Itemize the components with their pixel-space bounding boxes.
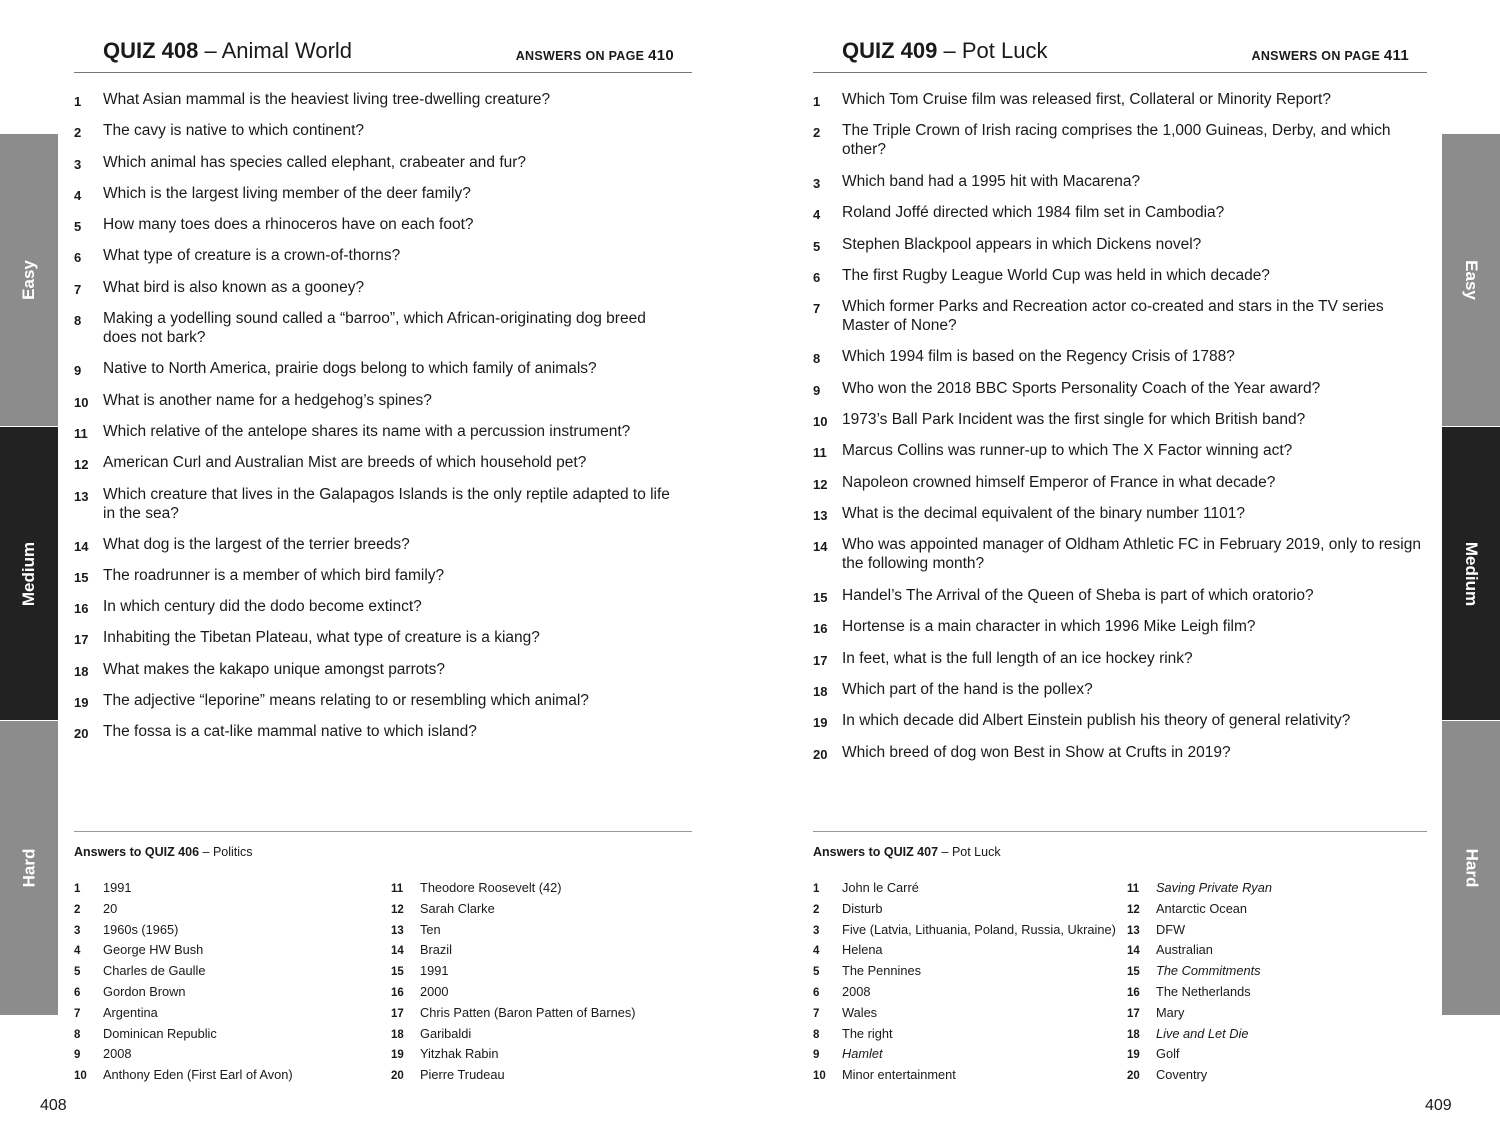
- answer-item: [74, 984, 293, 1005]
- question-number: 17: [813, 653, 828, 668]
- question-text: What makes the kakapo unique amongst parrots?: [103, 661, 446, 678]
- answer-number: 13: [391, 924, 404, 937]
- answer-item: [813, 1005, 1116, 1026]
- quiz-header: [813, 38, 1427, 73]
- question-number: 5: [74, 219, 82, 234]
- question-text: What is the decimal equivalent of the binary number 1101?: [842, 505, 1245, 522]
- quiz-number: QUIZ 408: [103, 38, 199, 63]
- answer-number: 16: [1127, 986, 1140, 999]
- question-text: Who won the 2018 BBC Sports Personality Coach of the Year award?: [842, 380, 1321, 397]
- question-text: The roadrunner is a member of which bird family?: [103, 567, 445, 584]
- question-number: 3: [813, 176, 821, 191]
- question-item: [74, 359, 683, 378]
- answer-number: 8: [74, 1028, 81, 1041]
- answer-number: 12: [1127, 903, 1140, 916]
- answer-item: [813, 1067, 1116, 1088]
- question-item: [74, 422, 683, 441]
- question-text: Which 1994 film is based on the Regency Crisis of 1788?: [842, 348, 1235, 365]
- answer-text: Antarctic Ocean: [1156, 900, 1248, 916]
- question-text: Which band had a 1995 hit with Macarena?: [842, 173, 1141, 190]
- answer-item: [391, 942, 636, 963]
- tab-medium-label: Medium: [19, 541, 39, 606]
- answer-number: 19: [1127, 1049, 1140, 1062]
- question-item: [74, 121, 683, 140]
- answers-title-topic: – Pot Luck: [938, 845, 1001, 859]
- answer-text: DFW: [1156, 921, 1186, 937]
- answer-number: 10: [813, 1070, 826, 1083]
- answer-number: 1: [74, 883, 81, 895]
- quiz-title: [103, 38, 352, 64]
- question-item: [74, 246, 683, 265]
- answer-number: 2: [74, 903, 81, 916]
- answer-text: Sarah Clarke: [420, 900, 495, 916]
- question-number: 9: [74, 363, 82, 378]
- question-number: 13: [74, 489, 89, 504]
- question-text: Hortense is a main character in which 1996 Mike Leigh film?: [842, 618, 1256, 635]
- answer-text: The right: [842, 1025, 893, 1041]
- right-page: [750, 0, 1500, 1148]
- question-item: [813, 711, 1422, 730]
- answer-item: [1127, 963, 1272, 984]
- question-number: 4: [813, 207, 821, 222]
- question-item: [74, 722, 683, 741]
- answer-item: [813, 880, 1116, 901]
- question-text: The fossa is a cat-like mammal native to which island?: [103, 723, 477, 740]
- answers-divider: [74, 831, 692, 832]
- answer-item: [74, 901, 293, 922]
- answer-item: [1127, 1005, 1272, 1026]
- answer-number: 19: [391, 1049, 404, 1062]
- answer-item: [391, 880, 636, 901]
- question-number: 19: [813, 715, 828, 730]
- answer-number: 16: [391, 986, 404, 999]
- question-text: Roland Joffé directed which 1984 film set in Cambodia?: [842, 204, 1225, 221]
- question-item: [813, 473, 1422, 492]
- answer-item: [1127, 1026, 1272, 1047]
- answer-number: 6: [74, 986, 81, 999]
- question-number: 16: [813, 621, 828, 636]
- answer-item: [1127, 984, 1272, 1005]
- answers-on-page: [1252, 47, 1409, 64]
- question-text: The first Rugby League World Cup was held in which decade?: [842, 267, 1270, 284]
- answer-item: [74, 963, 293, 984]
- answer-text: Anthony Eden (First Earl of Avon): [103, 1067, 293, 1083]
- answer-number: 3: [74, 924, 81, 937]
- answer-text: Live and Let Die: [1156, 1025, 1249, 1041]
- question-number: 4: [74, 188, 82, 203]
- question-text: In which century did the dodo become extinct?: [103, 598, 422, 615]
- answer-number: 20: [1127, 1070, 1140, 1083]
- quiz-header: [74, 38, 692, 73]
- question-item: [813, 297, 1422, 335]
- question-item: [74, 535, 683, 554]
- question-number: 12: [813, 477, 828, 492]
- answer-text: Golf: [1156, 1046, 1180, 1062]
- answer-item: [1127, 922, 1272, 943]
- answers-title: [74, 845, 253, 859]
- answers-on-label: ANSWERS ON PAGE: [1251, 49, 1384, 63]
- question-number: 14: [74, 539, 89, 554]
- question-item: [813, 504, 1422, 523]
- answer-item: [1127, 1046, 1272, 1067]
- answer-number: 10: [74, 1070, 87, 1083]
- answer-item: [391, 1026, 636, 1047]
- question-item: [813, 266, 1422, 285]
- question-number: 20: [813, 747, 828, 762]
- question-text: 1973’s Ball Park Incident was the first single for which British band?: [842, 411, 1306, 428]
- question-number: 17: [74, 632, 89, 647]
- answer-item: [813, 1046, 1116, 1067]
- answer-text: Hamlet: [842, 1046, 883, 1062]
- question-number: 3: [74, 157, 82, 172]
- question-number: 7: [74, 282, 82, 297]
- question-number: 13: [813, 508, 828, 523]
- question-number: 8: [74, 313, 82, 328]
- answer-item: [1127, 901, 1272, 922]
- question-number: 8: [813, 351, 821, 366]
- question-text: Stephen Blackpool appears in which Dickens novel?: [842, 236, 1202, 253]
- question-item: [813, 347, 1422, 366]
- answer-text: Charles de Gaulle: [103, 963, 206, 979]
- question-number: 16: [74, 601, 89, 616]
- answer-item: [391, 1005, 636, 1026]
- answer-item: [1127, 1067, 1272, 1088]
- question-number: 2: [813, 125, 821, 140]
- question-item: [813, 410, 1422, 429]
- answer-item: [391, 984, 636, 1005]
- question-number: 14: [813, 539, 828, 554]
- question-item: [74, 566, 683, 585]
- quiz-topic: Animal World: [221, 38, 353, 63]
- answer-number: 9: [813, 1049, 820, 1062]
- question-text: How many toes does a rhinoceros have on each foot?: [103, 216, 474, 233]
- question-text: Inhabiting the Tibetan Plateau, what type of creature is a kiang?: [103, 629, 540, 646]
- question-number: 15: [813, 590, 828, 605]
- answers-title-bold: Answers to QUIZ 406: [74, 845, 200, 859]
- answer-text: Theodore Roosevelt (42): [420, 880, 562, 895]
- page-number: 408: [40, 1097, 67, 1114]
- question-item: [74, 391, 683, 410]
- question-number: 18: [74, 664, 89, 679]
- answer-text: The Commitments: [1156, 963, 1261, 979]
- question-item: [74, 485, 683, 523]
- answer-text: Wales: [842, 1004, 878, 1020]
- answer-text: Chris Patten (Baron Patten of Barnes): [420, 1004, 636, 1020]
- answer-text: Yitzhak Rabin: [420, 1046, 499, 1062]
- question-item: [813, 649, 1422, 668]
- answer-number: 15: [391, 966, 404, 979]
- answer-number: 4: [813, 945, 820, 958]
- answer-item: [391, 901, 636, 922]
- answer-item: [813, 1026, 1116, 1047]
- question-item: [74, 153, 683, 172]
- question-item: [74, 597, 683, 616]
- answer-item: [1127, 880, 1272, 901]
- answer-text: Disturb: [842, 900, 883, 916]
- answer-number: 2: [813, 903, 820, 916]
- question-text: The cavy is native to which continent?: [103, 122, 365, 139]
- question-item: [74, 691, 683, 710]
- question-number: 7: [813, 301, 821, 316]
- answers-column-2: [1127, 880, 1272, 1088]
- tab-hard-label: Hard: [18, 848, 38, 888]
- answer-number: 18: [1127, 1028, 1140, 1041]
- answer-item: [1127, 942, 1272, 963]
- answer-text: Australian: [1156, 942, 1213, 958]
- question-text: Which breed of dog won Best in Show at Crufts in 2019?: [842, 744, 1231, 761]
- question-text: What Asian mammal is the heaviest living tree-dwelling creature?: [103, 91, 551, 108]
- question-text: What is another name for a hedgehog’s spines?: [103, 392, 432, 409]
- answer-text: 2000: [420, 983, 449, 999]
- question-number: 19: [74, 695, 89, 710]
- answers-title-bold: Answers to QUIZ 407: [813, 845, 939, 859]
- answer-number: 3: [813, 924, 820, 937]
- question-text: Which former Parks and Recreation actor co-created and stars in the TV series Master of None?: [842, 298, 1384, 334]
- question-item: [813, 617, 1422, 636]
- answer-text: Argentina: [103, 1004, 158, 1020]
- question-text: Who was appointed manager of Oldham Athletic FC in February 2019, only to resign the following month?: [842, 536, 1421, 572]
- answer-text: 20: [103, 900, 118, 916]
- question-item: [74, 453, 683, 472]
- answer-number: 11: [1127, 883, 1140, 895]
- question-item: [74, 628, 683, 647]
- question-number: 10: [813, 414, 828, 429]
- answers-page-number: 411: [1383, 47, 1409, 64]
- answer-item: [74, 922, 293, 943]
- answer-text: The Netherlands: [1156, 983, 1251, 999]
- answer-item: [391, 963, 636, 984]
- question-item: [813, 90, 1422, 109]
- question-item: [74, 278, 683, 297]
- question-number: 5: [813, 239, 821, 254]
- answer-item: [391, 1067, 636, 1088]
- answer-number: 14: [1127, 945, 1140, 958]
- answers-column-1: [74, 880, 293, 1088]
- question-text: Which creature that lives in the Galapagos Islands is the only reptile adapted to life in the sea?: [103, 486, 670, 522]
- answer-item: [813, 901, 1116, 922]
- answer-text: Minor entertainment: [842, 1067, 956, 1083]
- question-text: The Triple Crown of Irish racing comprises the 1,000 Guineas, Derby, and which other?: [842, 122, 1391, 158]
- answer-item: [813, 984, 1116, 1005]
- answer-text: 1991: [103, 880, 132, 895]
- question-text: Which is the largest living member of the deer family?: [103, 185, 471, 202]
- question-text: Which animal has species called elephant, crabeater and fur?: [103, 154, 527, 171]
- question-text: Making a yodelling sound called a “barroo”, which African-originating dog breed does not bark?: [103, 310, 646, 346]
- quiz-dash: –: [198, 38, 222, 63]
- answers-title: [813, 845, 1001, 859]
- question-item: [813, 121, 1422, 159]
- question-text: Which relative of the antelope shares its name with a percussion instrument?: [103, 423, 631, 440]
- answer-item: [74, 1005, 293, 1026]
- question-item: [813, 441, 1422, 460]
- quiz-number: QUIZ 409: [842, 38, 938, 63]
- answer-number: 7: [74, 1007, 81, 1020]
- answer-item: [74, 1026, 293, 1047]
- answer-item: [74, 942, 293, 963]
- question-item: [813, 586, 1422, 605]
- answer-number: 20: [391, 1070, 404, 1083]
- question-number: 10: [74, 395, 89, 410]
- answer-item: [813, 963, 1116, 984]
- question-text: American Curl and Australian Mist are breeds of which household pet?: [103, 454, 587, 471]
- answer-text: Mary: [1156, 1004, 1185, 1020]
- answers-divider: [813, 831, 1427, 832]
- answer-number: 14: [391, 945, 404, 958]
- question-item: [813, 235, 1422, 254]
- question-text: Marcus Collins was runner-up to which The X Factor winning act?: [842, 442, 1293, 459]
- answers-on-page: [516, 47, 674, 64]
- answer-item: [391, 1046, 636, 1067]
- question-item: [74, 90, 683, 109]
- answer-item: [813, 922, 1116, 943]
- question-item: [74, 309, 683, 347]
- answer-text: 1960s (1965): [103, 921, 179, 937]
- answer-number: 8: [813, 1028, 820, 1041]
- answers-on-label: ANSWERS ON PAGE: [515, 49, 649, 63]
- answer-text: Dominican Republic: [103, 1025, 217, 1041]
- answer-text: Ten: [420, 921, 441, 937]
- answer-text: 1991: [420, 963, 449, 979]
- question-text: What dog is the largest of the terrier breeds?: [103, 536, 410, 553]
- question-text: Which part of the hand is the pollex?: [842, 681, 1093, 698]
- answer-number: 7: [813, 1007, 820, 1020]
- tab-medium: [1442, 427, 1500, 720]
- answer-number: 6: [813, 986, 820, 999]
- answer-item: [391, 922, 636, 943]
- answers-column-1: [813, 880, 1116, 1088]
- tab-hard: [1442, 721, 1500, 1015]
- question-number: 11: [74, 426, 88, 441]
- quiz-topic: Pot Luck: [961, 38, 1048, 63]
- question-item: [813, 379, 1422, 398]
- tab-hard: [0, 721, 58, 1015]
- question-number: 12: [74, 457, 89, 472]
- question-number: 2: [74, 125, 82, 140]
- question-item: [74, 184, 683, 203]
- answer-text: Saving Private Ryan: [1156, 880, 1272, 895]
- quiz-dash: –: [937, 38, 962, 63]
- question-number: 1: [813, 94, 821, 109]
- answer-number: 17: [391, 1007, 404, 1020]
- question-number: 9: [813, 383, 821, 398]
- tab-medium-label: Medium: [1462, 541, 1482, 606]
- question-item: [74, 215, 683, 234]
- question-number: 11: [813, 445, 827, 460]
- question-item: [74, 660, 683, 679]
- answer-number: 11: [391, 883, 404, 895]
- answer-number: 4: [74, 945, 81, 958]
- question-item: [813, 203, 1422, 222]
- page-number: 409: [1425, 1097, 1452, 1114]
- question-text: In feet, what is the full length of an ice hockey rink?: [842, 650, 1193, 667]
- question-text: What bird is also known as a gooney?: [103, 279, 365, 296]
- answer-text: Helena: [842, 942, 883, 958]
- answer-item: [813, 942, 1116, 963]
- tab-easy: [1442, 134, 1500, 426]
- question-number: 20: [74, 726, 89, 741]
- answer-text: 2008: [103, 1046, 132, 1062]
- tab-easy: [0, 134, 58, 426]
- answer-number: 1: [813, 883, 820, 895]
- answer-text: The Pennines: [842, 963, 921, 979]
- tab-hard-label: Hard: [1461, 848, 1481, 888]
- question-item: [813, 535, 1422, 573]
- answer-text: Gordon Brown: [103, 983, 186, 999]
- question-number: 15: [74, 570, 89, 585]
- answers-column-2: [391, 880, 636, 1088]
- answer-text: Garibaldi: [420, 1025, 472, 1041]
- question-item: [813, 680, 1422, 699]
- answer-text: Five (Latvia, Lithuania, Poland, Russia, Ukraine): [842, 921, 1116, 937]
- answer-item: [74, 1046, 293, 1067]
- answer-number: 12: [391, 903, 404, 916]
- answer-number: 18: [391, 1028, 404, 1041]
- quiz-title: [842, 38, 1047, 64]
- answer-item: [74, 880, 293, 901]
- answer-text: Pierre Trudeau: [420, 1067, 505, 1083]
- question-number: 18: [813, 684, 828, 699]
- answer-number: 13: [1127, 924, 1140, 937]
- answer-text: John le Carré: [842, 880, 919, 895]
- question-item: [813, 172, 1422, 191]
- answers-title-topic: – Politics: [199, 845, 253, 859]
- question-text: Handel’s The Arrival of the Queen of Sheba is part of which oratorio?: [842, 587, 1314, 604]
- answer-text: George HW Bush: [103, 942, 204, 958]
- question-number: 6: [813, 270, 821, 285]
- tab-easy-label: Easy: [1461, 260, 1481, 300]
- tab-easy-label: Easy: [18, 260, 38, 300]
- answer-text: Brazil: [420, 942, 452, 958]
- tab-medium: [0, 427, 58, 720]
- answer-text: 2008: [842, 983, 871, 999]
- question-text: What type of creature is a crown-of-thorns?: [103, 247, 401, 264]
- answer-number: 9: [74, 1049, 81, 1062]
- answer-text: Coventry: [1156, 1067, 1208, 1083]
- question-text: Which Tom Cruise film was released first, Collateral or Minority Report?: [842, 91, 1331, 108]
- answer-item: [74, 1067, 293, 1088]
- answer-number: 17: [1127, 1007, 1140, 1020]
- question-item: [813, 743, 1422, 762]
- answer-number: 5: [813, 966, 820, 979]
- question-text: Napoleon crowned himself Emperor of France in what decade?: [842, 474, 1276, 491]
- question-number: 6: [74, 250, 82, 265]
- question-text: The adjective “leporine” means relating to or resembling which animal?: [103, 692, 589, 709]
- question-number: 1: [74, 94, 82, 109]
- answer-number: 5: [74, 966, 81, 979]
- question-text: In which decade did Albert Einstein publish his theory of general relativity?: [842, 712, 1351, 729]
- answer-number: 15: [1127, 966, 1140, 979]
- question-text: Native to North America, prairie dogs belong to which family of animals?: [103, 360, 597, 377]
- answers-page-number: 410: [648, 47, 674, 64]
